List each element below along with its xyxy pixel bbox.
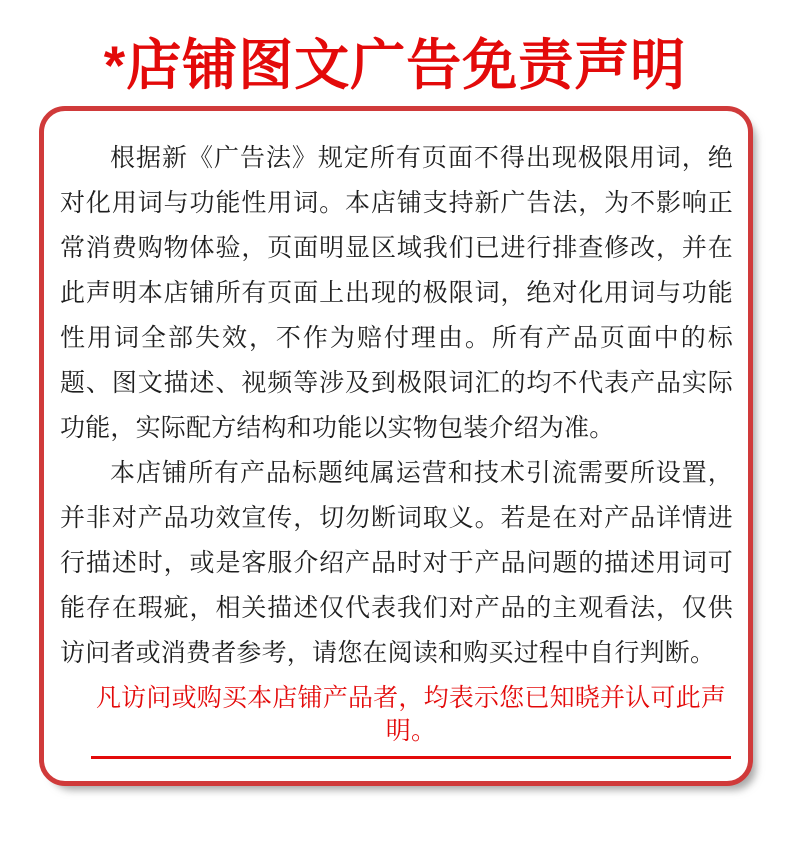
acknowledgement-statement: 凡访问或购买本店铺产品者，均表示您已知晓并认可此声明。: [91, 682, 731, 759]
disclaimer-paragraph-1: 根据新《广告法》规定所有页面不得出现极限用词，绝对化用词与功能性用词。本店铺支持新广告法，为不影响正常消费购物体验，页面明显区域我们已进行排查修改，并在此声明本店铺所有页面上出现的极限词，绝对化用词与功能性用词全部失效，不作为赔付理由。所有产品页面中的标题、图文描述、视频等涉及到极限词汇的均不代表产品实际功能，实际配方结构和功能以实物包装介绍为准。: [60, 144, 733, 442]
disclaimer-box: [39, 106, 753, 786]
disclaimer-paragraph-2: 本店铺所有产品标题纯属运营和技术引流需要所设置，并非对产品功效宣传，切勿断词取义。若是在对产品详情进行描述时，或是客服介绍产品时对于产品问题的描述用词可能存在瑕疵，相关描述仅代表我们对产品的主观看法，仅供访问者或消费者参考，请您在阅读和购买过程中自行判断。: [60, 459, 733, 667]
page-title: *店铺图文广告免责声明: [103, 34, 687, 96]
